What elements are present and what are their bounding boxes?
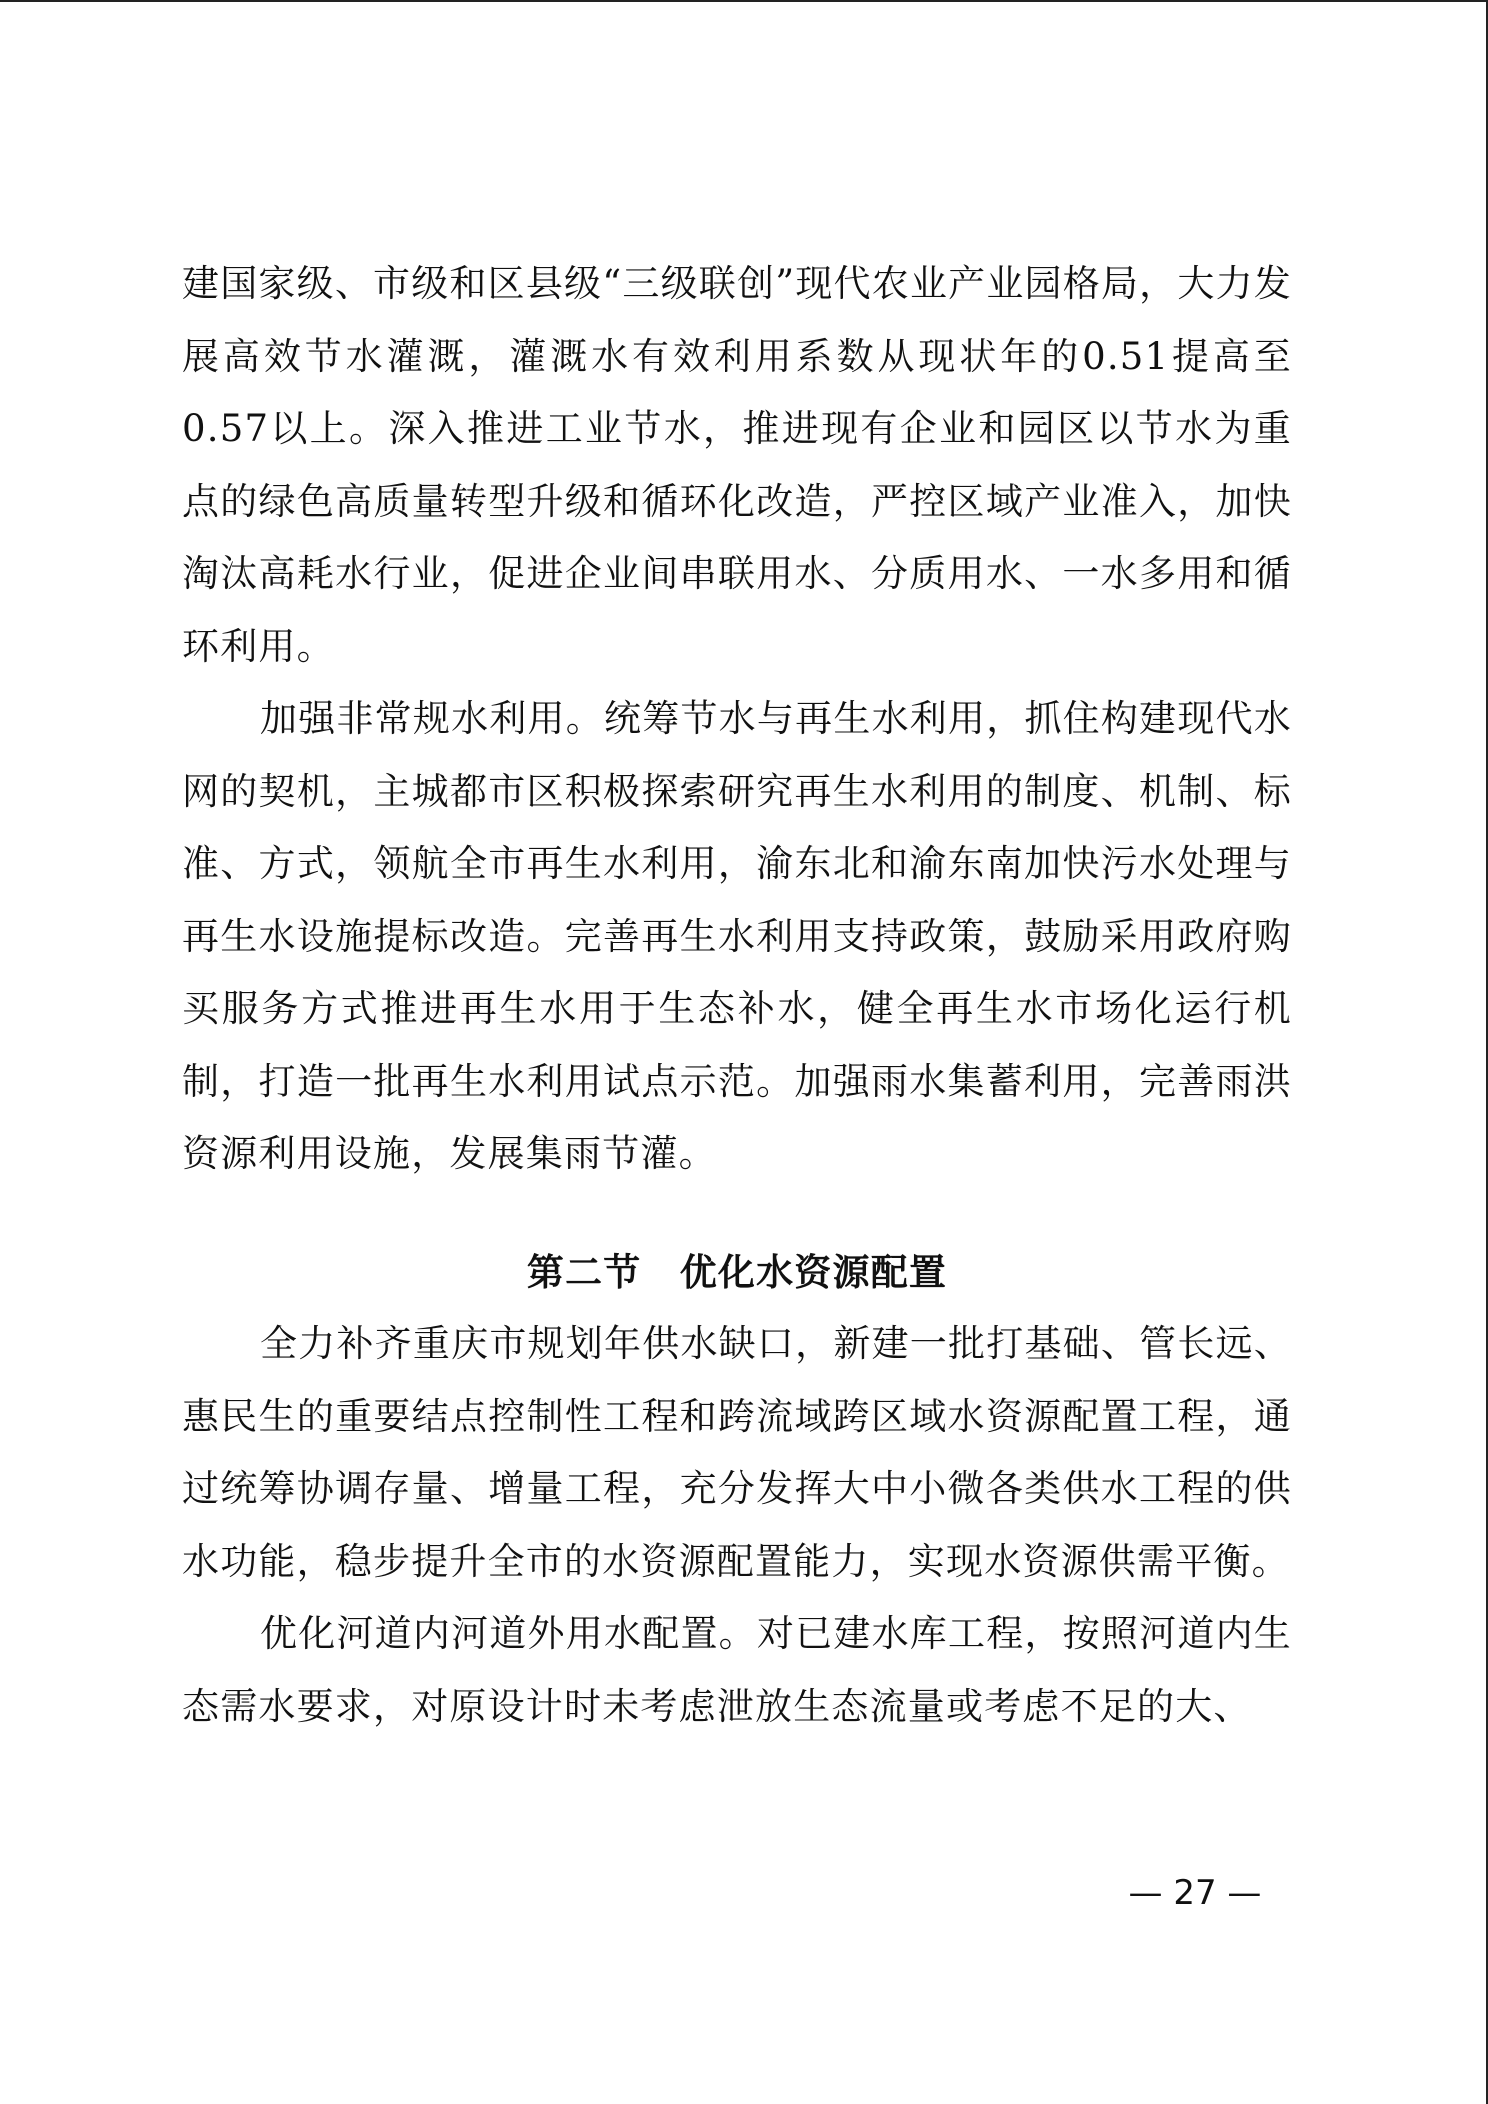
document-body: [182, 248, 1292, 1743]
paragraph-river-water-use: 优化河道内河道外用水配置。对已建水库工程，按照河道内生态需水要求，对原设计时未考虑泄放生态流量或考虑不足的大、: [182, 1612, 1292, 1728]
section-heading: 第二节 优化水资源配置: [526, 1249, 948, 1294]
paragraph-nonconventional-water: 加强非常规水利用。统筹节水与再生水利用，抓住构建现代水网的契机，主城都市区积极探索研究再生水利用的制度、机制、标准、方式，领航全市再生水利用，渝东北和渝东南加快污水处理与再生水设施提标改造。完善再生水利用支持政策，鼓励采用政府购买服务方式推进再生水用于生态补水，健全再生水市场化运行机制，打造一批再生水利用试点示范。加强雨水集蓄利用，完善雨洪资源利用设施，发展集雨节灌。: [182, 697, 1292, 1175]
paragraph-continued: 建国家级、市级和区县级“三级联创”现代农业产业园格局，大力发展高效节水灌溉，灌溉水有效利用系数从现状年的0.51提高至0.57以上。深入推进工业节水，推进现有企业和园区以节水为重点的绿色高质量转型升级和循环化改造，严控区域产业准入，加快淘汰高耗水行业，促进企业间串联用水、分质用水、一水多用和循环利用。: [182, 262, 1292, 668]
page-number: — 27 —: [1128, 1873, 1262, 1913]
page-border-top: [0, 0, 1488, 2]
paragraph-water-allocation: 全力补齐重庆市规划年供水缺口，新建一批打基础、管长远、惠民生的重要结点控制性工程和跨流域跨区域水资源配置工程，通过统筹协调存量、增量工程，充分发挥大中小微各类供水工程的供水功能，稳步提升全市的水资源配置能力，实现水资源供需平衡。: [182, 1322, 1292, 1583]
